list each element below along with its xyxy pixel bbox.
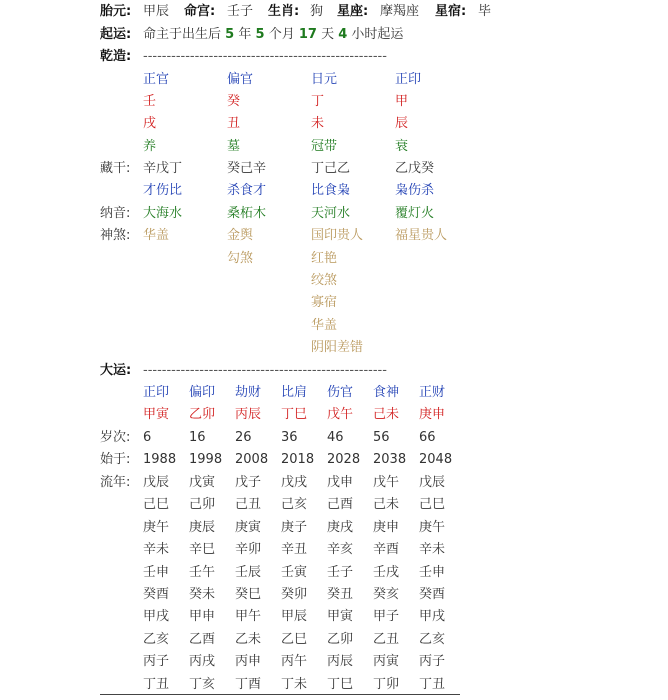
shensha-item: 金舆: [227, 228, 254, 243]
pillar-dizhi: 戌: [143, 116, 157, 131]
liunian-cell: 壬申: [419, 564, 446, 580]
xingxiu-value: 毕: [478, 4, 492, 19]
dayun-shishen: 比肩: [281, 385, 308, 400]
dayun-shiyu: 2018: [281, 452, 315, 467]
liunian-cell: 丁丑: [143, 676, 170, 692]
dayun-suici: 26: [235, 430, 252, 445]
xingzuo-value: 摩羯座: [380, 4, 420, 19]
pillar-dizhi: 辰: [395, 116, 409, 131]
liunian-cell: 庚午: [143, 519, 170, 535]
liunian-cell: 壬子: [327, 564, 354, 580]
liunian-cell: 丙午: [281, 654, 308, 670]
liunian-cell: 己巳: [143, 497, 170, 513]
shensha-item: 阴阳差错: [311, 340, 364, 355]
liunian-cell: 乙未: [235, 631, 262, 647]
dayun-ganzhi: 丁巳: [281, 407, 308, 422]
liunian-cell: 辛亥: [327, 542, 354, 558]
liunian-cell: 辛未: [143, 542, 170, 558]
dayun-ganzhi: 丙辰: [235, 407, 262, 422]
liunian-cell: 壬申: [143, 564, 170, 580]
dayun-shiyu: 1988: [143, 452, 177, 467]
pillar-shishen: 日元: [311, 72, 338, 87]
liunian-cell: 乙巳: [281, 631, 308, 647]
shensha-item: 国印贵人: [311, 228, 364, 243]
liunian-cell: 甲子: [373, 609, 400, 625]
canggan-shishen: 枭伤杀: [395, 183, 435, 198]
nayin-label: 纳音:: [100, 206, 131, 221]
nayin-value: 大海水: [143, 206, 183, 221]
pillar-tiangan: 壬: [143, 94, 157, 109]
qiyun-years-unit: 年: [238, 27, 252, 42]
qiyun-months-unit: 个月: [268, 27, 295, 42]
pillar-shishen: 正印: [395, 72, 422, 87]
liunian-cell: 庚辰: [189, 519, 216, 535]
liunian-cell: 庚申: [373, 519, 400, 535]
nayin-value: 覆灯火: [395, 206, 435, 221]
liunian-cell: 己酉: [327, 497, 354, 513]
dayun-suici: 6: [143, 430, 152, 445]
dayun-shishen: 劫财: [235, 385, 262, 400]
dayun-shishen: 伤官: [327, 385, 354, 400]
dayun-suici: 66: [419, 430, 436, 445]
dayun-shishen: 正财: [419, 385, 446, 400]
qiyun-hours-unit: 小时起运: [351, 27, 404, 42]
liunian-cell: 丁丑: [419, 676, 446, 692]
dayun-shiyu: 2048: [419, 452, 453, 467]
liunian-cell: 甲申: [189, 609, 216, 625]
dayun-divider: ----------------------------------------------------: [143, 363, 387, 378]
liunian-cell: 己卯: [189, 497, 216, 513]
liunian-cell: 戊辰: [419, 475, 446, 490]
nayin-value: 天河水: [311, 206, 351, 221]
liunian-cell: 乙酉: [189, 631, 216, 647]
liunian-cell: 癸丑: [327, 587, 354, 602]
liunian-cell: 己丑: [235, 497, 262, 513]
liunian-cell: 丁未: [281, 676, 308, 692]
dayun-ganzhi: 乙卯: [189, 407, 216, 422]
shensha-item: 勾煞: [227, 251, 254, 266]
xingzuo-label: 星座:: [337, 4, 369, 19]
liunian-cell: 庚子: [281, 519, 308, 535]
liunian-cell: 甲午: [235, 609, 262, 625]
canggan-value: 丁己乙: [311, 161, 351, 176]
qiyun-label: 起运:: [100, 27, 132, 42]
shensha-label: 神煞:: [100, 228, 131, 243]
liunian-cell: 戊申: [327, 475, 354, 490]
liunian-cell: 庚午: [419, 519, 446, 535]
nayin-value: 桑柘木: [227, 206, 267, 221]
liunian-cell: 乙卯: [327, 631, 354, 647]
liunian-cell: 壬戌: [373, 564, 400, 580]
liunian-cell: 乙丑: [373, 631, 400, 647]
qiyun-days-unit: 天: [321, 27, 335, 42]
qianzao-divider: ----------------------------------------------------: [143, 49, 387, 64]
liunian-cell: 乙亥: [143, 631, 170, 647]
liunian-cell: 辛卯: [235, 542, 262, 558]
shensha-item: 华盖: [311, 318, 338, 333]
liunian-cell: 庚寅: [235, 519, 262, 535]
dayun-shishen: 偏印: [189, 385, 216, 400]
dayun-ganzhi: 己未: [373, 407, 400, 422]
liunian-cell: 辛未: [419, 542, 446, 558]
canggan-shishen: 比食枭: [311, 183, 351, 198]
dayun-ganzhi: 甲寅: [143, 407, 170, 422]
pillar-shishen: 正官: [143, 72, 170, 87]
suici-label: 岁次:: [100, 430, 131, 445]
canggan-value: 癸己辛: [227, 161, 267, 176]
liunian-cell: 癸酉: [143, 587, 170, 602]
dayun-label: 大运:: [100, 363, 132, 378]
pillar-changsheng: 冠带: [311, 139, 338, 154]
dayun-suici: 16: [189, 430, 206, 445]
pillar-changsheng: 衰: [395, 139, 409, 154]
liunian-cell: 丁卯: [373, 676, 400, 692]
liunian-cell: 丁亥: [189, 676, 216, 692]
liunian-cell: 丁酉: [235, 676, 262, 692]
liunian-cell: 壬午: [189, 564, 216, 580]
shengxiao-label: 生肖:: [268, 4, 300, 19]
qianzao-label: 乾造:: [100, 49, 132, 64]
minggong-label: 命宫:: [184, 4, 216, 19]
liunian-cell: 癸亥: [373, 587, 400, 602]
liunian-cell: 癸未: [189, 587, 216, 602]
shensha-item: 寡宿: [311, 295, 338, 310]
dayun-shiyu: 2038: [373, 452, 407, 467]
pillar-tiangan: 丁: [311, 94, 325, 109]
canggan-shishen: 才伤比: [143, 183, 183, 198]
shensha-item: 华盖: [143, 228, 170, 243]
liunian-cell: 甲戌: [419, 609, 446, 625]
liunian-cell: 辛丑: [281, 542, 308, 558]
dayun-suici: 46: [327, 430, 344, 445]
liunian-cell: 丙申: [235, 654, 262, 670]
liunian-cell: 壬寅: [281, 564, 308, 580]
dayun-shishen: 正印: [143, 385, 170, 400]
liunian-cell: 癸巳: [235, 587, 262, 602]
liunian-cell: 辛巳: [189, 542, 216, 558]
dayun-suici: 56: [373, 430, 390, 445]
liunian-cell: 戊午: [373, 475, 400, 490]
pillar-changsheng: 养: [143, 139, 157, 154]
liunian-cell: 己亥: [281, 497, 308, 513]
dayun-ganzhi: 庚申: [419, 407, 446, 422]
liunian-cell: 庚戌: [327, 519, 354, 535]
dayun-shiyu: 2028: [327, 452, 361, 467]
liunian-cell: 丙寅: [373, 654, 400, 670]
bottom-divider: [100, 694, 460, 695]
shiyu-label: 始于:: [100, 452, 131, 467]
canggan-value: 辛戊丁: [143, 161, 183, 176]
taiyuan-label: 胎元:: [100, 4, 132, 19]
qiyun-years: 5: [225, 27, 235, 42]
liunian-label: 流年:: [100, 475, 131, 490]
dayun-suici: 36: [281, 430, 298, 445]
dayun-shishen: 食神: [373, 385, 400, 400]
qiyun-hours: 4: [338, 27, 348, 42]
canggan-shishen: 杀食才: [227, 183, 267, 198]
canggan-label: 藏干:: [100, 161, 131, 176]
liunian-cell: 戊子: [235, 475, 262, 490]
taiyuan-value: 甲辰: [143, 4, 170, 19]
shensha-item: 绞煞: [311, 273, 338, 288]
liunian-cell: 己巳: [419, 497, 446, 513]
liunian-cell: 乙亥: [419, 631, 446, 647]
liunian-cell: 甲寅: [327, 609, 354, 625]
liunian-cell: 戊辰: [143, 475, 170, 490]
qiyun-prefix: 命主于出生后: [143, 27, 222, 42]
pillar-dizhi: 丑: [227, 116, 241, 131]
pillar-changsheng: 墓: [227, 139, 241, 154]
liunian-cell: 丙辰: [327, 654, 354, 670]
liunian-cell: 戊寅: [189, 475, 216, 490]
liunian-cell: 癸酉: [419, 587, 446, 602]
liunian-cell: 丙子: [419, 654, 446, 670]
dayun-ganzhi: 戊午: [327, 407, 354, 422]
dayun-shiyu: 1998: [189, 452, 223, 467]
liunian-cell: 甲辰: [281, 609, 308, 625]
liunian-cell: 丙子: [143, 654, 170, 670]
liunian-cell: 辛酉: [373, 542, 400, 558]
qiyun-days: 17: [298, 27, 317, 42]
shensha-item: 红艳: [311, 251, 338, 266]
dayun-shiyu: 2008: [235, 452, 269, 467]
liunian-cell: 壬辰: [235, 564, 262, 580]
minggong-value: 壬子: [227, 4, 254, 19]
pillar-tiangan: 甲: [395, 94, 409, 109]
liunian-cell: 丙戌: [189, 654, 216, 670]
pillar-dizhi: 未: [311, 116, 325, 131]
pillar-tiangan: 癸: [227, 94, 241, 109]
liunian-cell: 丁巳: [327, 676, 354, 692]
liunian-cell: 甲戌: [143, 609, 170, 625]
qiyun-months: 5: [255, 27, 265, 42]
qiyun-text: [143, 24, 403, 46]
shengxiao-value: 狗: [310, 4, 324, 19]
canggan-value: 乙戊癸: [395, 161, 435, 176]
xingxiu-label: 星宿:: [435, 4, 467, 19]
pillar-shishen: 偏官: [227, 72, 254, 87]
liunian-cell: 己未: [373, 497, 400, 513]
shensha-item: 福星贵人: [395, 228, 448, 243]
liunian-cell: 戊戌: [281, 475, 308, 490]
liunian-cell: 癸卯: [281, 587, 308, 602]
